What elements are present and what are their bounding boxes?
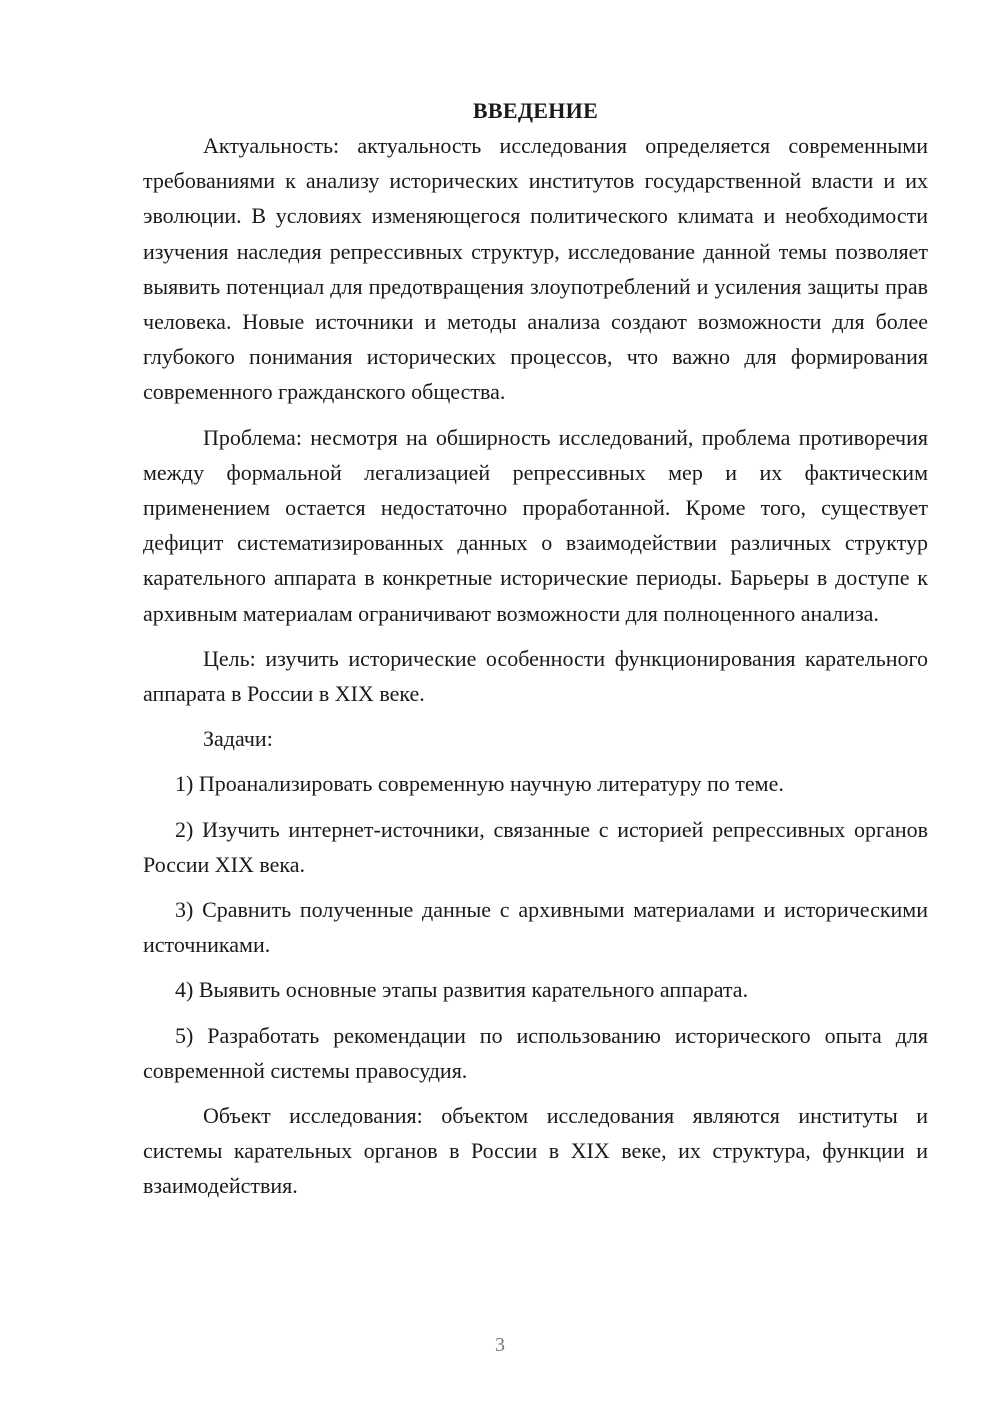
task-item: 3) Сравнить полученные данные с архивными материалами и историческими источниками. xyxy=(143,897,928,958)
relevance-paragraph: Актуальность: актуальность исследования определяется современными требованиями к анализу исторических институтов государственной власти и их эволюции. В условиях изменяющегося политического климата и необходимости изучения наследия репрессивных структур, исследование данной темы позволяет выявить потенциал для предотвращения злоупотреблений и усиления защиты прав человека. Новые источники и методы анализа создают возможности для более глубокого понимания исторических процессов, что важно для формирования современного гражданского общества. xyxy=(143,133,928,405)
problem-paragraph: Проблема: несмотря на обширность исследований, проблема противоречия между формальной легализацией репрессивных мер и их фактическим применением остается недостаточно проработанной. Кроме того, существует дефицит систематизированных данных о взаимодействии различных структур карательного аппарата в конкретные исторические периоды. Барьеры в доступе к архивным материалам ограничивают возможности для полноценного анализа. xyxy=(143,424,928,626)
object-paragraph: Объект исследования: объектом исследования являются институты и системы карательных органов в России в XIX веке, их структура, функции и взаимодействия. xyxy=(143,1103,928,1199)
task-item: 2) Изучить интернет-источники, связанные с историей репрессивных органов России XIX века. xyxy=(143,816,928,877)
goal-paragraph: Цель: изучить исторические особенности функционирования карательного аппарата в России в XIX веке. xyxy=(143,645,928,707)
task-item: 5) Разработать рекомендации по использованию исторического опыта для современной системы правосудия. xyxy=(143,1022,928,1083)
task-item: 1) Проанализировать современную научную литературу по теме. xyxy=(175,771,784,797)
page-content xyxy=(143,93,928,1204)
page-number: 3 xyxy=(495,1334,505,1356)
tasks-heading: Задачи: xyxy=(203,726,273,752)
page-title: ВВЕДЕНИЕ xyxy=(472,98,599,123)
task-item: 4) Выявить основные этапы развития карательного аппарата. xyxy=(175,977,749,1003)
